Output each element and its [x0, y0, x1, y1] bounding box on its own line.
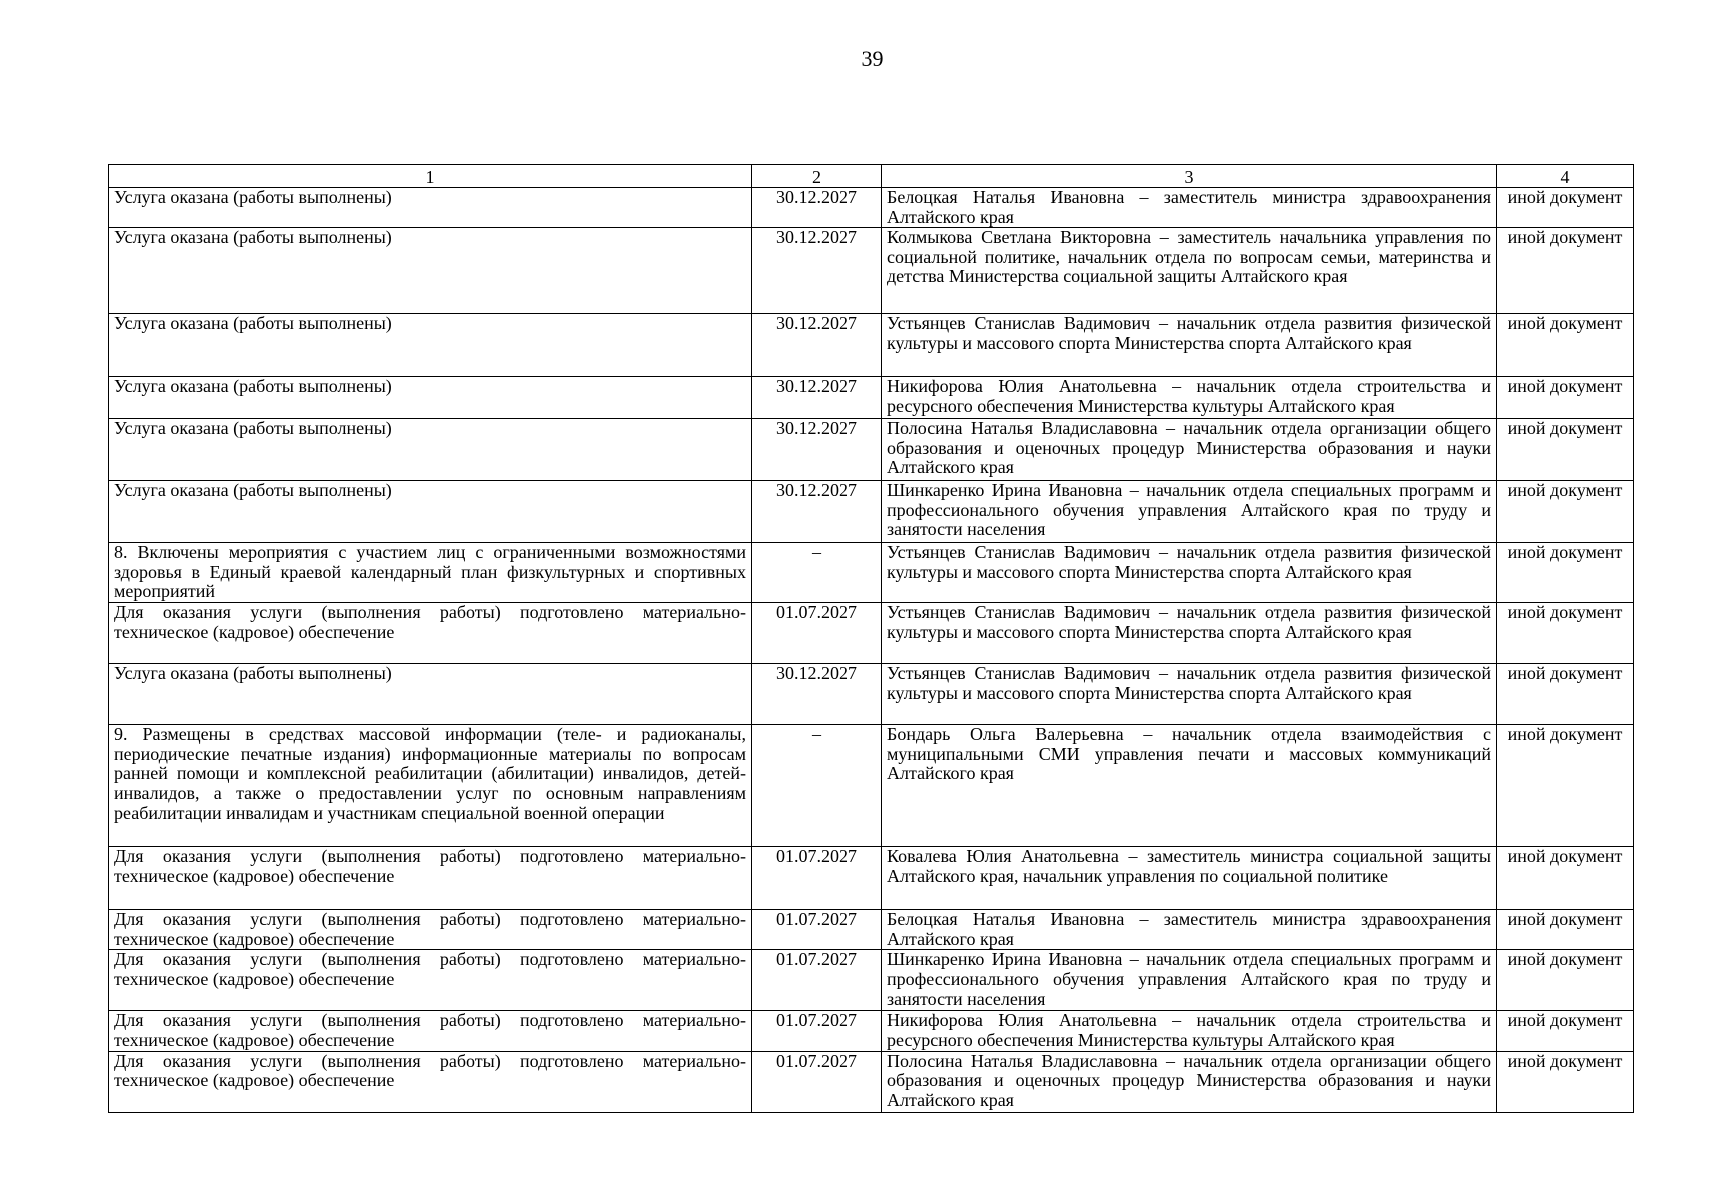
- event-cell: Для оказания услуги (выполнения работы) подготовлено материально-техническое (кадровое) обеспечение: [109, 1051, 752, 1112]
- event-cell: Для оказания услуги (выполнения работы) подготовлено материально-техническое (кадровое) обеспечение: [109, 910, 752, 950]
- date-cell: 01.07.2027: [752, 847, 882, 910]
- document-type-cell: иной документ: [1497, 228, 1634, 314]
- document-type-cell: иной документ: [1497, 664, 1634, 725]
- page-number: 39: [861, 46, 884, 71]
- responsible-cell: Белоцкая Наталья Ивановна – заместитель министра здравоохранения Алтайского края: [882, 910, 1497, 950]
- responsible-cell: Никифорова Юлия Анатольевна – начальник отдела строительства и ресурсного обеспечения Министерства культуры Алтайского края: [882, 377, 1497, 419]
- date-cell: 01.07.2027: [752, 603, 882, 664]
- table-row: [109, 910, 1634, 950]
- column-header: 3: [882, 165, 1497, 188]
- document-type-cell: иной документ: [1497, 847, 1634, 910]
- document-type-cell: иной документ: [1497, 603, 1634, 664]
- event-cell: 8. Включены мероприятия с участием лиц с ограниченными возможностями здоровья в Единый краевой календарный план физкультурных и спортивных мероприятий: [109, 543, 752, 603]
- document-type-cell: иной документ: [1497, 419, 1634, 481]
- table-row: [109, 603, 1634, 664]
- table-row: [109, 1011, 1634, 1051]
- responsible-cell: Бондарь Ольга Валерьевна – начальник отдела взаимодействия с муниципальными СМИ управления печати и массовых коммуникаций Алтайского края: [882, 725, 1497, 847]
- date-cell: 01.07.2027: [752, 910, 882, 950]
- document-type-cell: иной документ: [1497, 1011, 1634, 1051]
- document-type-cell: иной документ: [1497, 377, 1634, 419]
- responsible-cell: Шинкаренко Ирина Ивановна – начальник отдела специальных программ и профессионального обучения управления Алтайского края по труду и занятости населения: [882, 950, 1497, 1011]
- event-cell: Услуга оказана (работы выполнены): [109, 377, 752, 419]
- document-type-cell: иной документ: [1497, 950, 1634, 1011]
- table-row: [109, 419, 1634, 481]
- event-cell: Услуга оказана (работы выполнены): [109, 314, 752, 377]
- responsible-cell: Полосина Наталья Владиславовна – начальник отдела организации общего образования и оценочных процедур Министерства образования и науки Алтайского края: [882, 1051, 1497, 1112]
- date-cell: 30.12.2027: [752, 664, 882, 725]
- responsible-cell: Колмыкова Светлана Викторовна – заместитель начальника управления по социальной политике, начальник отдела по вопросам семьи, материнства и детства Министерства социальной защиты Алтайского края: [882, 228, 1497, 314]
- event-cell: Услуга оказана (работы выполнены): [109, 419, 752, 481]
- responsible-cell: Ковалева Юлия Анатольевна – заместитель министра социальной защиты Алтайского края, начальник управления по социальной политике: [882, 847, 1497, 910]
- activities-table: [108, 164, 1634, 1113]
- event-cell: Услуга оказана (работы выполнены): [109, 664, 752, 725]
- document-type-cell: иной документ: [1497, 481, 1634, 543]
- table-header-row: [109, 165, 1634, 188]
- event-cell: Для оказания услуги (выполнения работы) подготовлено материально-техническое (кадровое) обеспечение: [109, 950, 752, 1011]
- event-cell: Услуга оказана (работы выполнены): [109, 228, 752, 314]
- table-row: [109, 314, 1634, 377]
- document-type-cell: иной документ: [1497, 725, 1634, 847]
- date-cell: 01.07.2027: [752, 1051, 882, 1112]
- table-row: [109, 228, 1634, 314]
- date-cell: 30.12.2027: [752, 228, 882, 314]
- table-row: [109, 950, 1634, 1011]
- document-type-cell: иной документ: [1497, 910, 1634, 950]
- responsible-cell: Устьянцев Станислав Вадимович – начальник отдела развития физической культуры и массового спорта Министерства спорта Алтайского края: [882, 314, 1497, 377]
- table-row: [109, 664, 1634, 725]
- date-cell: 30.12.2027: [752, 377, 882, 419]
- table-row: [109, 847, 1634, 910]
- date-cell: –: [752, 725, 882, 847]
- event-cell: 9. Размещены в средствах массовой информации (теле- и радиоканалы, периодические печатные издания) информационные материалы по вопросам ранней помощи и комплексной реабилитации (абилитации) инвалидов, детей-инвалидов, а также о предоставлении услуг по основным направлениям реабилитации инвалидам и участникам специальной военной операции: [109, 725, 752, 847]
- responsible-cell: Устьянцев Станислав Вадимович – начальник отдела развития физической культуры и массового спорта Министерства спорта Алтайского края: [882, 543, 1497, 603]
- column-header: 2: [752, 165, 882, 188]
- document-type-cell: иной документ: [1497, 314, 1634, 377]
- responsible-cell: Устьянцев Станислав Вадимович – начальник отдела развития физической культуры и массового спорта Министерства спорта Алтайского края: [882, 664, 1497, 725]
- date-cell: 30.12.2027: [752, 188, 882, 228]
- responsible-cell: Полосина Наталья Владиславовна – начальник отдела организации общего образования и оценочных процедур Министерства образования и науки Алтайского края: [882, 419, 1497, 481]
- date-cell: 30.12.2027: [752, 481, 882, 543]
- table-row: [109, 725, 1634, 847]
- event-cell: Услуга оказана (работы выполнены): [109, 188, 752, 228]
- document-type-cell: иной документ: [1497, 188, 1634, 228]
- table-row: [109, 481, 1634, 543]
- event-cell: Услуга оказана (работы выполнены): [109, 481, 752, 543]
- column-header: 1: [109, 165, 752, 188]
- column-header: 4: [1497, 165, 1634, 188]
- event-cell: Для оказания услуги (выполнения работы) подготовлено материально-техническое (кадровое) обеспечение: [109, 847, 752, 910]
- responsible-cell: Белоцкая Наталья Ивановна – заместитель министра здравоохранения Алтайского края: [882, 188, 1497, 228]
- table-row: [109, 543, 1634, 603]
- table-row: [109, 377, 1634, 419]
- event-cell: Для оказания услуги (выполнения работы) подготовлено материально-техническое (кадровое) обеспечение: [109, 1011, 752, 1051]
- responsible-cell: Шинкаренко Ирина Ивановна – начальник отдела специальных программ и профессионального обучения управления Алтайского края по труду и занятости населения: [882, 481, 1497, 543]
- table-row: [109, 188, 1634, 228]
- responsible-cell: Никифорова Юлия Анатольевна – начальник отдела строительства и ресурсного обеспечения Министерства культуры Алтайского края: [882, 1011, 1497, 1051]
- responsible-cell: Устьянцев Станислав Вадимович – начальник отдела развития физической культуры и массового спорта Министерства спорта Алтайского края: [882, 603, 1497, 664]
- document-type-cell: иной документ: [1497, 1051, 1634, 1112]
- date-cell: 30.12.2027: [752, 314, 882, 377]
- date-cell: 01.07.2027: [752, 1011, 882, 1051]
- date-cell: 30.12.2027: [752, 419, 882, 481]
- date-cell: –: [752, 543, 882, 603]
- date-cell: 01.07.2027: [752, 950, 882, 1011]
- table-row: [109, 1051, 1634, 1112]
- document-type-cell: иной документ: [1497, 543, 1634, 603]
- event-cell: Для оказания услуги (выполнения работы) подготовлено материально-техническое (кадровое) обеспечение: [109, 603, 752, 664]
